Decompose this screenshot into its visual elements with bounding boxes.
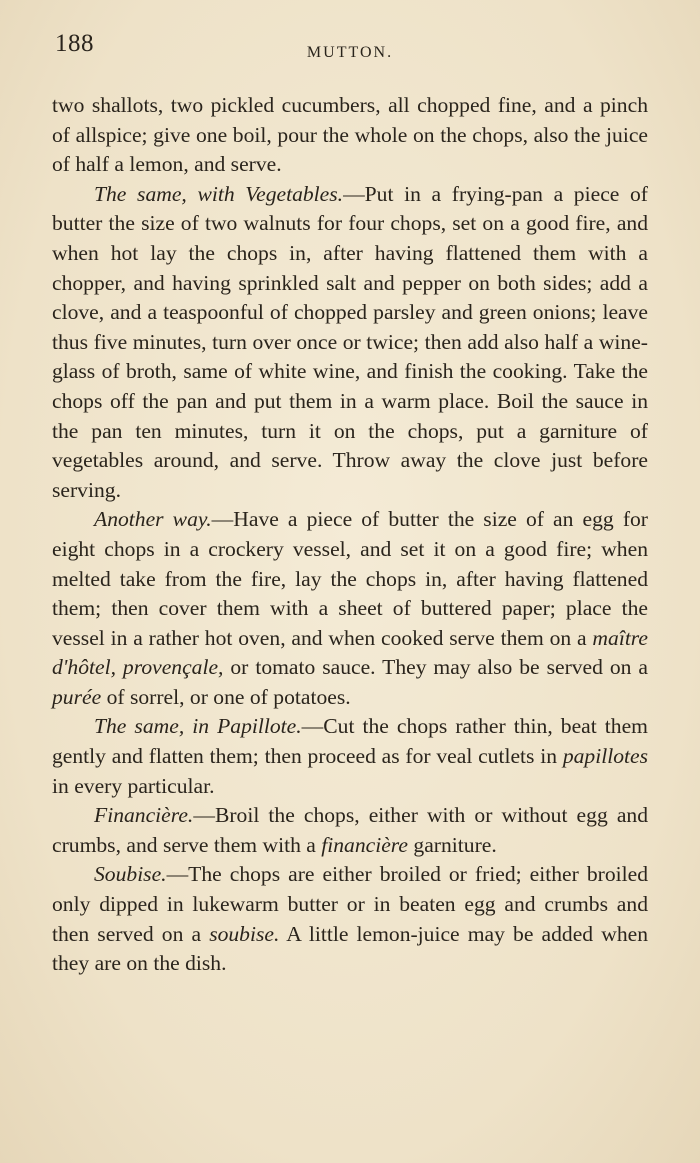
recipe-heading: The same, in Papillote. [94, 714, 302, 739]
recipe-heading: Soubise. [94, 862, 167, 887]
italic-term: papillotes [562, 744, 648, 769]
paragraph-text: or tomato sauce. They may also be served on a [223, 655, 648, 680]
italic-term: purée [52, 684, 102, 709]
paragraph-vegetables [52, 180, 648, 506]
italic-term: financière [321, 832, 408, 857]
running-head: MUTTON. [306, 44, 394, 61]
paragraph-text: of sorrel, or one of potatoes. [101, 684, 351, 709]
paragraph-text: in every particular. [52, 773, 215, 798]
paragraph-text: —Have a piece of butter the size of an egg for eight chops in a crockery vessel, and set it on a good fire; when melted take from the fire, lay the chops in, after having flattened them; then cover them with a sheet of buttered paper; place the vessel in a rather hot oven, and when cooked serve them on a [52, 507, 648, 650]
recipe-heading: Financière. [94, 803, 194, 828]
italic-term: soubise. [209, 921, 280, 946]
paragraph-continuation [52, 91, 648, 180]
paragraph-text: —The chops are either broiled or fried; either broiled only dipped in lukewarm butter or in beaten egg and crumbs and then served on a [52, 862, 648, 946]
paragraph-text: garniture. [408, 832, 497, 857]
recipe-heading: Another way. [94, 507, 212, 532]
page-number: 188 [55, 30, 94, 57]
page-body [52, 91, 648, 979]
paragraph-text: —Put in a frying-pan a piece of butter the size of two walnuts for four chops, set on a good fire, and when hot lay the chops in, after having flattened them with a chopper, and having sprinkled salt and pepper on both sides; add a clove, and a teaspoonful of chopped parsley and green onions; leave thus five minutes, turn over once or twice; then add also half a wine-glass of broth, same of white wine, and finish the cooking. Take the chops off the pan and put them in a warm place. Boil the sauce in the pan ten minutes, turn it on the chops, put a garniture of vegetables around, and serve. Throw away the clove just before serving. [52, 181, 648, 502]
paragraph-another-way [52, 505, 648, 712]
paragraph-text: —Broil the chops, either with or without egg and crumbs, and serve them with a [52, 803, 648, 857]
paragraph-text: —Cut the chops rather thin, beat them gently and flatten them; then proceed as for veal cutlets in [52, 714, 648, 769]
italic-term: maître d'hôtel, provençale, [52, 625, 648, 680]
recipe-heading: The same, with Vegetables. [94, 181, 344, 206]
paragraph-financiere [52, 801, 648, 860]
paragraph-text: two shallots, two pickled cucumbers, all chopped fine, and a pinch of allspice; give one boil, pour the whole on the chops, also the juice of half a lemon, and serve. [52, 93, 648, 177]
paragraph-text: A little lemon-juice may be added when they are on the dish. [52, 921, 648, 976]
paragraph-papillote [52, 712, 648, 801]
paragraph-soubise [52, 860, 648, 978]
